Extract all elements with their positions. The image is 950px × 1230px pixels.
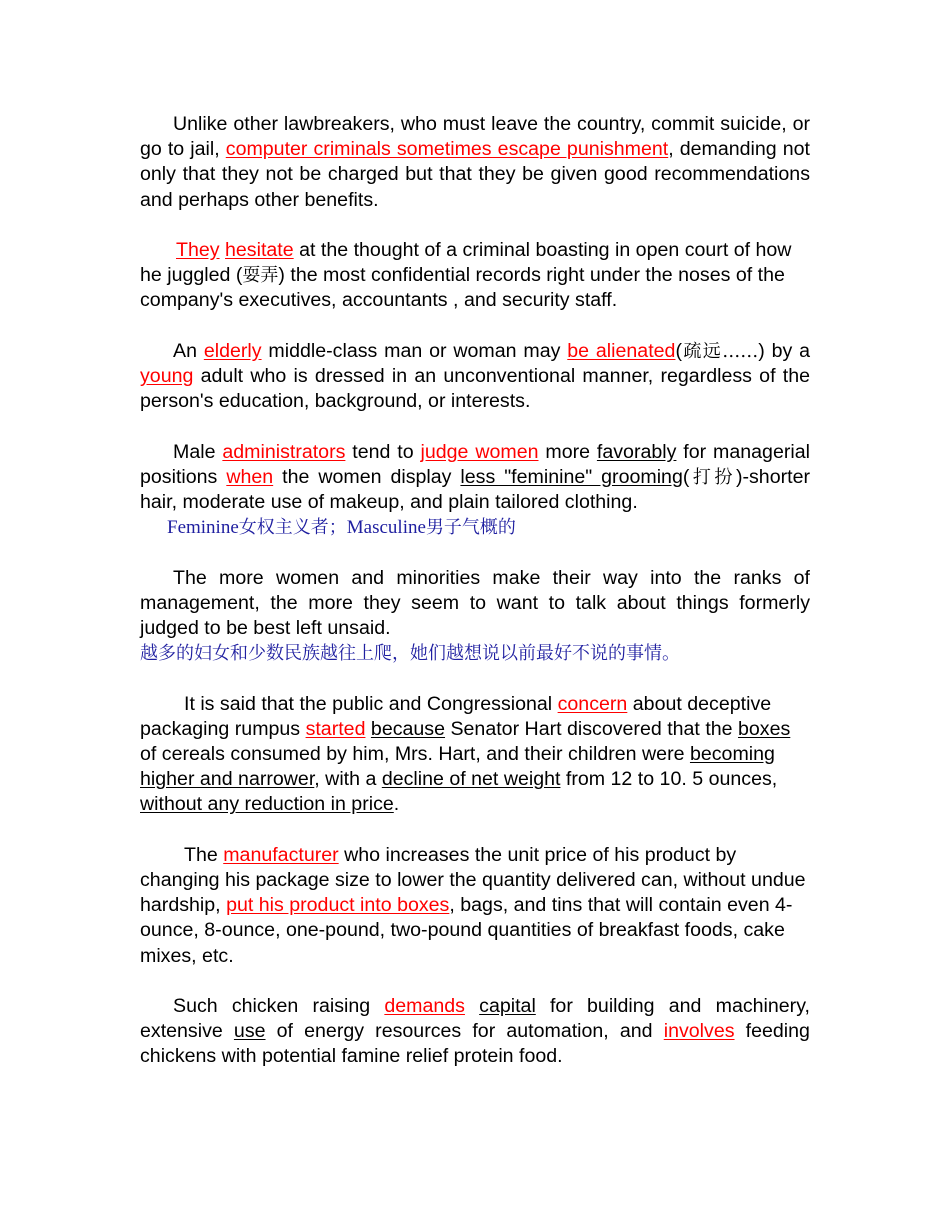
paragraph-7 (140, 843, 810, 969)
p5-text-1: The more women and minorities make their way into the ranks of management, the more they seem to want to talk about things formerly judged to be best left unsaid. (140, 566, 810, 639)
vocab-note-cn-1: 女权主义者； (238, 517, 347, 539)
p8-text-4: feeding chickens with potential famine relief protein food. (140, 1020, 810, 1068)
paragraph-3 (140, 339, 810, 415)
p6-highlight-2: started (305, 717, 366, 740)
p7-text-3: , bags, and tins that will contain even 4-ounce, 8-ounce, one-pound, two-pound quantities of breakfast foods, cake mixes, etc. (140, 894, 793, 967)
spacer (140, 540, 810, 565)
p3-highlight-3: young (140, 365, 194, 387)
paragraph-8 (140, 994, 810, 1070)
p6-underline-1: because (370, 717, 446, 740)
p3-chinese-gloss: 疏远…… (681, 340, 759, 362)
document-page (140, 112, 810, 1070)
paragraph-5 (140, 566, 810, 642)
p2-highlight-2: hesitate (225, 239, 294, 261)
p3-text-2: middle-class man or woman may (268, 339, 561, 362)
vocab-note-en-1: Feminine (167, 517, 239, 539)
p6-text-4: of cereals consumed by him, Mrs. Hart, and their children were (140, 743, 685, 765)
p3-text-5: adult who is dressed in an unconventional manner, regardless of the person's education, background, or interests. (140, 365, 811, 413)
translation-note-cn: 越多的妇女和少数民族越往上爬，她们越想说以前最好不说的事情。 (140, 643, 680, 665)
p2-text-1: at the thought of a criminal boasting in open court of how he juggled ( (140, 239, 792, 287)
spacer (140, 314, 810, 339)
p2-chinese-gloss: 耍弄 (242, 265, 279, 287)
p8-underline-1: capital (479, 995, 536, 1017)
p6-text-5: , with a (314, 768, 377, 791)
p8-highlight-1: demands (384, 995, 465, 1017)
p7-text-2: who increases the unit price of his product by changing his package size to lower the quantity delivered can, without undue hardship, (140, 843, 806, 917)
p1-highlight-1: computer criminals sometimes escape punishment (225, 138, 669, 161)
p6-underline-2: boxes (738, 717, 791, 740)
paragraph-4 (140, 440, 810, 516)
p7-highlight-2: put his product into boxes (226, 894, 450, 917)
p6-text-1: It is said that the public and Congressional (184, 692, 553, 715)
p4-underline-1: favorably (596, 440, 677, 463)
p1-text-2: , demanding not only that they not be charged but that they be given good recommendations and perhaps other benefits. (140, 138, 810, 211)
p7-highlight-1: manufacturer (223, 843, 339, 866)
p6-text-2: about deceptive packaging rumpus (140, 692, 772, 740)
p3-text-4: ) by a (758, 339, 811, 362)
p4-text-1: Male (173, 440, 216, 463)
p6-text-6: from 12 to 10. 5 ounces, (565, 768, 778, 791)
p8-underline-2: use (233, 1020, 266, 1043)
paragraph-2 (140, 238, 810, 314)
p4-underline-2: less "feminine" grooming (460, 465, 683, 488)
p3-highlight-1: elderly (203, 339, 262, 362)
p6-highlight-1: concern (557, 692, 628, 715)
p4-text-2: tend to (352, 440, 414, 463)
p6-text-7: . (393, 793, 400, 816)
p8-text-1: Such chicken raising (173, 995, 371, 1017)
p3-highlight-2: be alienated (567, 339, 676, 362)
p4-highlight-3: when (226, 465, 274, 488)
vocab-note (140, 515, 810, 540)
p6-text-3: Senator Hart discovered that the (450, 717, 733, 740)
p4-chinese-gloss: 打扮 (689, 466, 736, 488)
p3-text-1: An (173, 339, 197, 362)
p2-highlight-1: They (176, 239, 220, 261)
spacer (140, 969, 810, 994)
p4-text-3: more (545, 440, 591, 463)
p6-underline-3: becoming higher and narrower (140, 743, 775, 791)
p8-highlight-2: involves (663, 1020, 735, 1043)
p4-text-7: )-shorter hair, moderate use of makeup, and plain tailored clothing. (140, 465, 810, 513)
spacer (140, 213, 810, 238)
translation-note (140, 641, 810, 666)
spacer (140, 414, 810, 439)
p4-text-5: the women display (282, 465, 452, 488)
p6-underline-4: decline of net weight (381, 768, 561, 791)
p6-underline-5: without any reduction in price (140, 793, 394, 816)
spacer (140, 818, 810, 843)
vocab-note-en-2: Masculine (346, 517, 426, 539)
p4-highlight-1: administrators (222, 440, 346, 463)
vocab-note-cn-2: 男子气概的 (425, 517, 516, 539)
p3-text-3: ( (675, 339, 682, 362)
p2-text-2: ) the most confidential records right under the noses of the company's executives, accountants , and security staff. (140, 264, 785, 312)
paragraph-6 (140, 692, 810, 818)
p4-text-4: for managerial positions (140, 440, 810, 488)
p8-text-2: for building and machinery, extensive (140, 995, 810, 1043)
p8-text-3: of energy resources for automation, and (276, 1020, 653, 1043)
spacer (140, 666, 810, 691)
p4-text-6: ( (682, 465, 690, 488)
p1-text-1: Unlike other lawbreakers, who must leave the country, commit suicide, or go to jail, (140, 113, 810, 161)
p4-highlight-2: judge women (420, 440, 539, 463)
p7-text-1: The (184, 843, 218, 866)
paragraph-1 (140, 112, 810, 213)
